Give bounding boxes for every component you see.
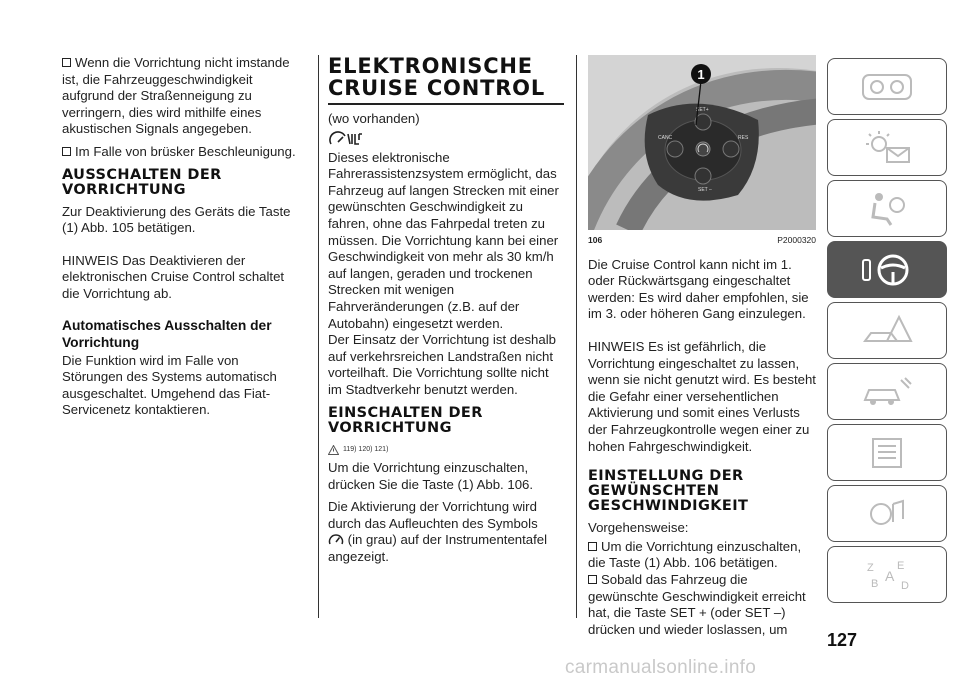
bullet-square-icon [588,542,597,551]
column-divider [318,55,319,618]
column-3 [588,55,820,644]
svg-text:E: E [897,559,905,572]
cruise-gauge-icon [328,533,344,546]
tab-multimedia[interactable] [827,485,947,542]
section-heading-ausschalten: AUSSCHALTEN DER VORRICHTUNG [62,166,222,198]
watermark: carmanualsonline.info [565,657,757,678]
bullet-item [588,572,820,638]
paragraph-symbol [328,499,564,565]
bullet-text: Sobald das Fahrzeug die gewünschte Geschwindigkeit erreicht hat, die Taste SET + (oder SET –) drücken und wieder loslassen, um [588,571,806,637]
svg-text:Z: Z [867,561,874,574]
tab-start-driving[interactable] [827,241,947,298]
canc-label: CANC [658,135,673,141]
set-plus-label: SET+ [696,107,709,113]
svg-text:B: B [871,577,879,590]
callout-number: 1 [697,67,705,82]
svg-text:A: A [885,567,895,584]
cruise-control-symbol-icon [328,130,564,148]
page-number: 127 [827,630,858,650]
column-1 [62,55,302,425]
warning-refs-text: 119) 120) 121) [343,445,389,453]
paragraph-text: (in grau) auf der Instrumententafel angezeigt. [328,532,548,565]
paragraph: Zur Deaktivierung des Geräts die Taste (1) Abb. 105 betätigen. [62,203,291,236]
paragraph: Die Funktion wird im Falle von Störungen des Systems automatisch ausgeschaltet. Umgehend das Fiat-Servicenetz kontaktieren. [62,352,277,418]
bullet-square-icon [588,575,597,584]
bullet-text: Um die Vorrichtung einzuschalten, die Taste (1) Abb. 106 betätigen. [588,538,802,571]
index-icon [851,555,923,595]
bullet-item [62,144,302,161]
paragraph: Die Cruise Control kann nicht im 1. oder Rückwärtsgang eingeschaltet werden: Es wird daher empfohlen, sie im 3. oder höheren Gang einzulegen. [588,256,809,322]
section-heading-einstellung: EINSTELLUNG DER GEWÜNSCHTEN GESCHWINDIGKEIT [588,468,749,515]
tab-safety[interactable] [827,180,947,237]
steering-wheel-figure [588,55,816,230]
figure-number: 106 [588,235,603,245]
car-dashboard-icon [851,67,923,107]
warning-triangle-icon [328,445,339,455]
tab-warning-lights[interactable] [827,119,947,176]
steering-wheel-key-icon [851,250,923,290]
warning-lights-icon [851,128,923,168]
seat-airbag-icon [851,189,923,229]
svg-text:D: D [901,579,909,592]
res-label: RES [738,135,749,141]
tab-technical-data[interactable] [827,424,947,481]
note-paragraph: HINWEIS Das Deaktivieren der elektronischen Cruise Control schaltet die Vorrichtung ab. [62,252,285,301]
bullet-item [62,55,302,138]
paragraph: Vorgehensweise: [588,520,689,536]
subheading-automatisch: Automatisches Ausschalten der Vorrichtung [62,317,272,350]
warning-references [328,442,564,459]
bullet-square-icon [62,58,71,67]
figure-code: P2000320 [777,235,816,245]
note-paragraph: HINWEIS Es ist gefährlich, die Vorrichtung eingeschaltet zu lassen, wenn sie nicht genutzt wird. Es besteht die Gefahr einer versehentlichen Aktivierung und somit eines Verlusts der Fahrzeugkontrolle wegen einer zu hohen Fahrgeschwindigkeit. [588,338,816,454]
section-heading-einschalten: EINSCHALTEN DER VORRICHTUNG [328,404,483,436]
technical-data-icon [851,433,923,473]
paragraph: Dieses elektronische Fahrerassistenzsystem ermöglicht, das Fahrzeug auf langen Strecken mit einer gewünschten Geschwindigkeit zu fahren, ohne das Fahrpedal treten zu müssen. Die Vorrichtung kann bei einer Geschwindigkeit von mehr als 30 km/h auf langen, geraden und trockenen Strecken mit wenigen Fahrveränderungen (z.B. auf der Autobahn) eingesetzt werden. [328,149,559,331]
availability-note: (wo vorhanden) [328,111,420,126]
tab-index[interactable] [827,546,947,603]
bullet-item [588,539,820,572]
column-2 [328,55,564,572]
bullet-text: Im Falle von brüsker Beschleunigung. [75,143,296,159]
chapter-tabs [827,58,947,607]
bullet-text: Wenn die Vorrichtung nicht imstande ist, die Fahrzeuggeschwindigkeit aufgrund der Straßenneigung zu verringern, dies wird mithilfe eines akustischen Signals angegeben. [62,55,290,137]
figure-caption [588,232,816,249]
paragraph: Der Einsatz der Vorrichtung ist deshalb auf verkehrsreichen Landstraßen nicht vorteilhaft. Die Vorrichtung sollte nicht im Stadtverkehr benutzt werden. [328,332,556,397]
maintenance-car-icon [851,372,923,412]
chapter-heading: ELEKTRONISCHE CRUISE CONTROL [328,55,564,105]
tab-emergency[interactable] [827,302,947,359]
tab-dashboard[interactable] [827,58,947,115]
accident-warning-icon [851,311,923,351]
steering-wheel-illustration [588,55,816,230]
bullet-square-icon [62,147,71,156]
column-divider [576,55,577,618]
tab-maintenance[interactable] [827,363,947,420]
paragraph-text: Die Aktivierung der Vorrichtung wird durch das Aufleuchten des Symbols [328,499,538,531]
set-minus-label: SET – [698,187,712,193]
paragraph: Um die Vorrichtung einzuschalten, drücken Sie die Taste (1) Abb. 106. [328,460,534,492]
multimedia-icon [851,494,923,534]
